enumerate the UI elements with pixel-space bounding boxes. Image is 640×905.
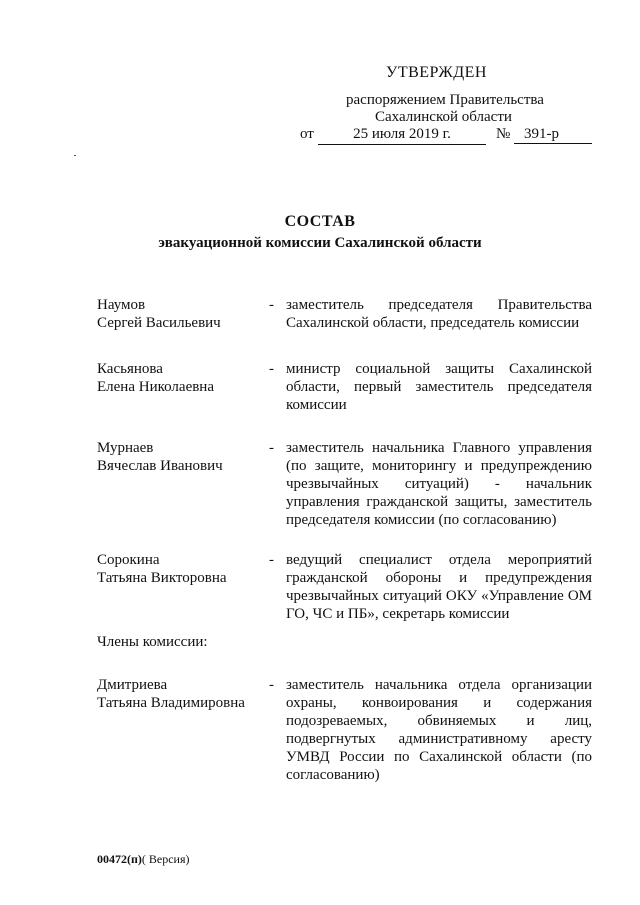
member-dash: - <box>269 677 274 693</box>
member-given-names: Сергей Васильевич <box>97 315 221 331</box>
member-given-names: Татьяна Владимировна <box>97 695 245 711</box>
member-dash: - <box>269 440 274 456</box>
member-name <box>97 676 267 712</box>
members-section-label: Члены комиссии: <box>97 634 208 650</box>
member-given-names: Вячеслав Иванович <box>97 458 223 474</box>
approval-date-row <box>300 126 600 146</box>
member-surname: Мурнаев <box>97 440 154 456</box>
member-name <box>97 296 267 332</box>
member-role: заместитель начальника Главного управления (по защите, мониторингу и предупреждению чрезвычайных ситуаций) - начальник управления гражданской защиты, заместитель председателя комиссии (по согласованию) <box>286 440 592 528</box>
member-name <box>97 439 267 475</box>
member-name <box>97 551 267 587</box>
member-surname: Наумов <box>97 297 146 313</box>
member-surname: Дмитриева <box>97 677 168 693</box>
member-dash: - <box>269 552 274 568</box>
document-code: 00472(п) <box>97 852 142 866</box>
member-dash: - <box>269 361 274 377</box>
member-surname: Сорокина <box>97 552 160 568</box>
member-role: ведущий специалист отдела мероприятий гражданской обороны и предупреждения чрезвычайных ситуаций ОКУ «Управление ОМ ГО, ЧС и ПБ», секретарь комиссии <box>286 552 592 622</box>
document-version: ( Версия) <box>141 852 190 866</box>
number-label: № <box>496 126 511 142</box>
member-role: заместитель председателя Правительства Сахалинской области, председатель комиссии <box>286 297 592 331</box>
member-surname: Касьянова <box>97 361 163 377</box>
document-subtitle: эвакуационной комиссии Сахалинской области <box>158 235 482 251</box>
approval-line-1: распоряжением Правительства <box>346 92 544 108</box>
from-label: от <box>300 126 314 142</box>
scan-speck <box>74 155 76 156</box>
approval-number: 391-р <box>514 126 592 144</box>
member-name <box>97 360 267 396</box>
document-footer <box>97 852 190 867</box>
document-title: СОСТАВ <box>284 213 356 230</box>
member-given-names: Татьяна Викторовна <box>97 570 227 586</box>
member-role: заместитель начальника отдела организации охраны, конвоирования и содержания подозреваемых, обвиняемых и лиц, подвергнутых административному аресту УМВД России по Сахалинской области (по согласованию) <box>286 677 592 783</box>
member-dash: - <box>269 297 274 313</box>
approval-line-2: Сахалинской области <box>375 109 512 125</box>
member-given-names: Елена Николаевна <box>97 379 214 395</box>
approval-date: 25 июля 2019 г. <box>318 126 486 145</box>
approval-title: УТВЕРЖДЕН <box>386 64 487 81</box>
member-role: министр социальной защиты Сахалинской области, первый заместитель председателя комиссии <box>286 361 592 413</box>
